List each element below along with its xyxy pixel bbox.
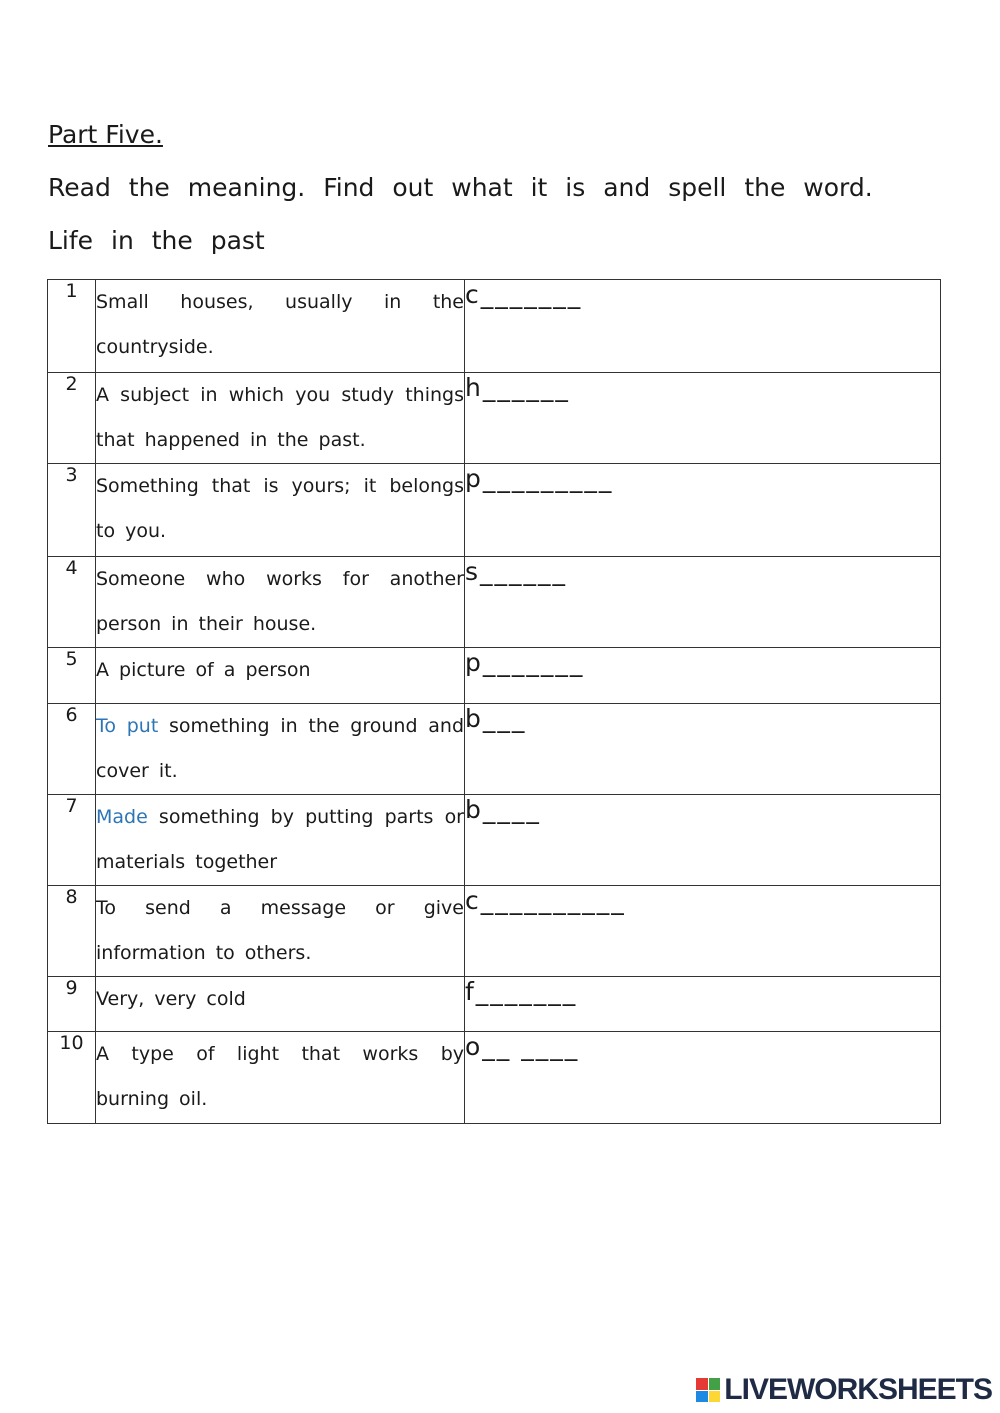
answer-blank[interactable]: o__ ____ [465, 1032, 941, 1124]
meaning-text: something in the ground and cover it. [96, 715, 465, 782]
meaning-text: A picture of a person [96, 659, 311, 681]
part-title: Part Five. [48, 120, 163, 149]
item-number: 2 [48, 373, 96, 464]
item-number: 5 [48, 648, 96, 704]
answer-blank[interactable]: h______ [465, 373, 941, 464]
brand-name: LIVEWORKSHEETS [724, 1373, 992, 1406]
highlighted-words: To put [96, 715, 159, 737]
item-number: 10 [48, 1032, 96, 1124]
table-row [48, 557, 941, 648]
meaning-cell [96, 373, 465, 464]
meaning-cell [96, 977, 465, 1032]
table-row [48, 373, 941, 464]
table-row [48, 1032, 941, 1124]
table-row [48, 280, 941, 373]
vocabulary-table [47, 279, 941, 1124]
item-number: 9 [48, 977, 96, 1032]
item-number: 1 [48, 280, 96, 373]
meaning-cell [96, 886, 465, 977]
answer-blank[interactable]: s______ [465, 557, 941, 648]
item-number: 8 [48, 886, 96, 977]
meaning-cell [96, 795, 465, 886]
meaning-cell [96, 464, 465, 557]
item-number: 4 [48, 557, 96, 648]
meaning-text: A type of light that works by burning oil. [96, 1043, 464, 1110]
item-number: 3 [48, 464, 96, 557]
table-row [48, 977, 941, 1032]
meaning-cell [96, 280, 465, 373]
answer-blank[interactable]: f_______ [465, 977, 941, 1032]
answer-blank[interactable]: c__________ [465, 886, 941, 977]
answer-blank[interactable]: c_______ [465, 280, 941, 373]
table-row [48, 704, 941, 795]
meaning-cell [96, 557, 465, 648]
table-row [48, 464, 941, 557]
table-row [48, 886, 941, 977]
answer-blank[interactable]: p_______ [465, 648, 941, 704]
meaning-cell [96, 1032, 465, 1124]
meaning-text: something by putting parts or materials together [96, 806, 464, 873]
answer-blank[interactable]: b___ [465, 704, 941, 795]
meaning-text: Very, very cold [96, 988, 246, 1010]
meaning-cell [96, 648, 465, 704]
highlighted-words: Made [96, 806, 148, 828]
meaning-cell [96, 704, 465, 795]
answer-blank[interactable]: p_________ [465, 464, 941, 557]
meaning-text: Small houses, usually in the countryside. [96, 291, 464, 358]
liveworksheets-logo-icon [696, 1378, 720, 1402]
table-row [48, 648, 941, 704]
item-number: 7 [48, 795, 96, 886]
answer-blank[interactable]: b____ [465, 795, 941, 886]
meaning-text: A subject in which you study things that happened in the past. [96, 384, 464, 451]
liveworksheets-brand [696, 1373, 992, 1407]
meaning-text: Something that is yours; it belongs to you. [96, 475, 464, 542]
table-row [48, 795, 941, 886]
item-number: 6 [48, 704, 96, 795]
meaning-text: To send a message or give information to others. [96, 897, 464, 964]
topic-subtitle: Life in the past [48, 226, 265, 255]
meaning-text: Someone who works for another person in their house. [96, 568, 464, 635]
instruction-text: Read the meaning. Find out what it is and spell the word. [48, 173, 873, 202]
